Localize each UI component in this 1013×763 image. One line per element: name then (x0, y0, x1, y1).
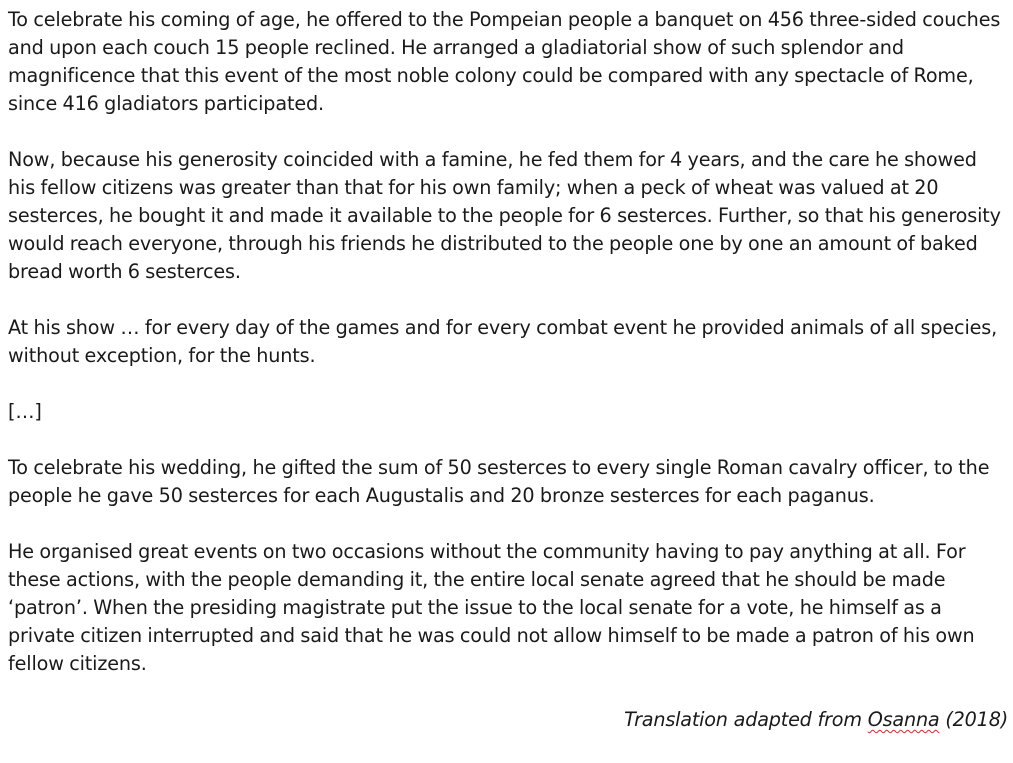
paragraph-show-animals: At his show … for every day of the games and for every combat event he provided animals of all species, without exception, for the hunts. (8, 316, 998, 367)
paragraph-patron: He organised great events on two occasions without the community having to pay anything at all. For these actions, with the people demanding it, the entire local senate agreed that he should be made ‘patron’. When the presiding magistrate put the issue to the local senate for a vote, he himself as a private citizen interrupted and said that he was could not allow himself to be made a patron of his own fellow citizens. (8, 540, 975, 675)
citation-prefix: Translation adapted from (624, 708, 868, 731)
citation-suffix: (2018) (939, 708, 1008, 731)
paragraph-wedding: To celebrate his wedding, he gifted the sum of 50 sesterces to every single Roman cavalry officer, to the people he gave 50 sesterces for each Augustalis and 20 bronze sesterces for each paganus. (8, 456, 990, 507)
paragraph-ellipsis: […] (8, 400, 42, 423)
citation (624, 706, 1008, 734)
citation-author: Osanna (867, 708, 940, 731)
paragraph-coming-of-age: To celebrate his coming of age, he offered to the Pompeian people a banquet on 456 three-sided couches and upon each couch 15 people reclined. He arranged a gladiatorial show of such splendor and magnificence that this event of the most noble colony could be compared with any spectacle of Rome, since 416 gladiators participated. (8, 8, 1001, 115)
paragraph-famine: Now, because his generosity coincided with a famine, he fed them for 4 years, and the care he showed his fellow citizens was greater than that for his own family; when a peck of wheat was valued at 20 sesterces, he bought it and made it available to the people for 6 sesterces. Further, so that his generosity would reach everyone, through his friends he distributed to the people one by one an amount of baked bread worth 6 sesterces. (8, 148, 1001, 283)
